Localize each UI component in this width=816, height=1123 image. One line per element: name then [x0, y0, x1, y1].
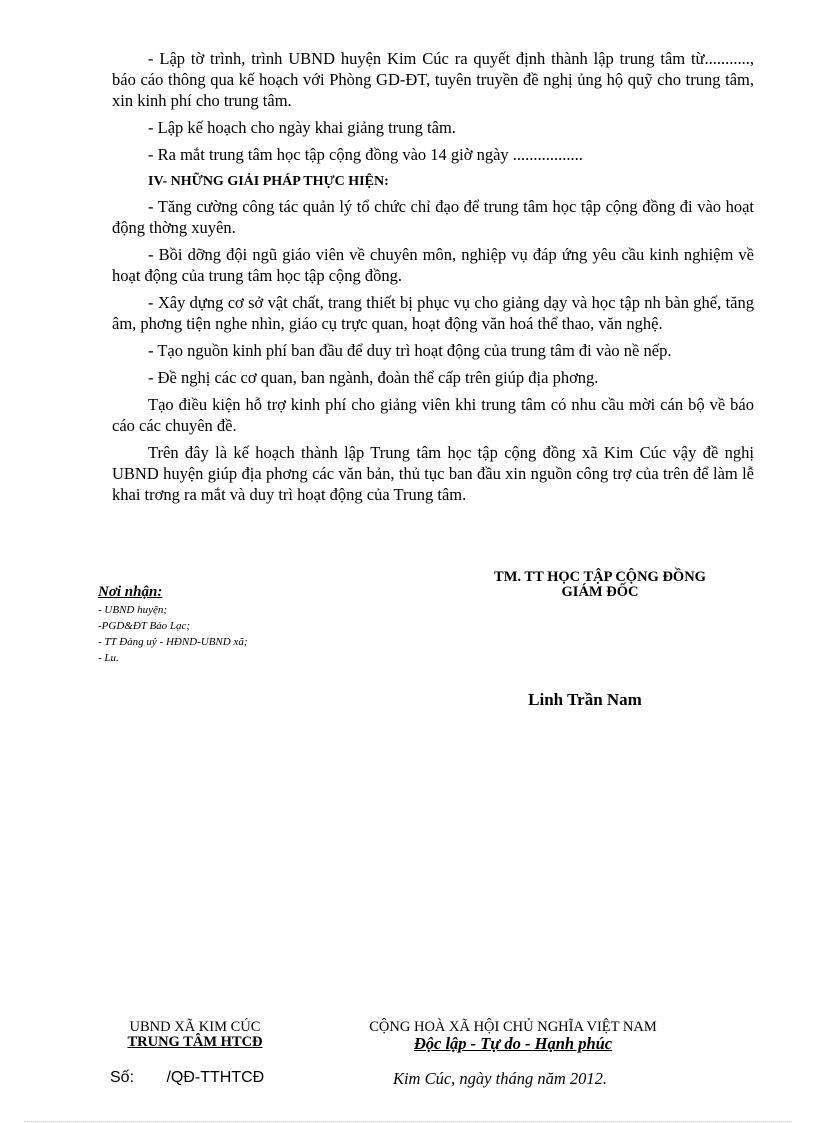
document-number	[110, 1069, 264, 1087]
document-body	[112, 48, 754, 511]
document-number-label: Số:	[110, 1069, 135, 1086]
paragraph-conclusion: Trên đây là kế hoạch thành lập Trung tâm học tập cộng đồng xã Kim Cúc vậy đề nghị UBND huyện giúp địa phơng các văn bản, thủ tục ban đầu xin nguồn công trợ của trên để làm lễ khai trơng ra mắt và duy trì hoạt động của Trung tâm.	[112, 443, 754, 504]
page-bottom-divider	[24, 1121, 792, 1122]
signature-block	[460, 570, 740, 600]
signature-title: TM. TT HỌC TẬP CỘNG ĐỒNG	[494, 569, 706, 585]
recipient-item: - UBND huyện;	[98, 604, 168, 616]
authority-name: UBND XÃ KIM CÚC	[129, 1019, 261, 1035]
paragraph-launch-time: - Ra mắt trung tâm học tập cộng đồng vào 14 giờ ngày .................	[148, 145, 583, 164]
national-motto: Độc lập - Tự do - Hạnh phúc	[413, 1034, 613, 1053]
recipient-item: - TT Đảng uỷ - HĐND-UBND xã;	[98, 636, 248, 648]
recipients-list	[98, 602, 358, 666]
paragraph-submit-proposal: - Lập tờ trình, trình UBND huyện Kim Cúc ra quyết định thành lập trung tâm từ..........., báo cáo thông qua kế hoạch với Phòng GD-ĐT, tuyên truyền đề nghị ủng hộ quỹ cho trung tâm, xin kinh phí cho trung tâm.	[112, 49, 754, 110]
issuing-authority	[100, 1020, 290, 1050]
national-header	[330, 1020, 696, 1052]
paragraph-management: - Tăng cường công tác quản lý tổ chức chỉ đạo để trung tâm học tập cộng đồng đi vào hoạt động thờng xuyên.	[112, 197, 754, 237]
recipient-item: - Lu.	[98, 652, 119, 664]
document-number-value: /QĐ-TTHTCĐ	[166, 1069, 265, 1086]
section-heading-solutions: IV- NHỮNG GIẢI PHÁP THỰC HIỆN:	[148, 174, 389, 189]
paragraph-opening-plan: - Lập kế hoạch cho ngày khai giảng trung tâm.	[148, 118, 456, 137]
signer-name: Linh Trần Nam	[528, 690, 642, 709]
paragraph-request-support: - Đề nghị các cơ quan, ban ngành, đoàn thể cấp trên giúp địa phơng.	[148, 368, 599, 387]
place-and-date: Kim Cúc, ngày tháng năm 2012.	[392, 1069, 608, 1088]
country-name: CỘNG HOÀ XÃ HỘI CHỦ NGHĨA VIỆT NAM	[369, 1019, 657, 1035]
paragraph-facilities: - Xây dựng cơ sở vật chất, trang thiết bị phục vụ cho giảng dạy và học tập nh bàn ghế, tăng âm, phơng tiện nghe nhìn, giáo cụ trực quan, hoạt động văn hoá thể thao, văn nghệ.	[112, 293, 754, 333]
paragraph-funding: - Tạo nguồn kinh phí ban đầu để duy trì hoạt động của trung tâm đi vào nề nếp.	[148, 341, 672, 360]
recipients-block	[98, 584, 358, 666]
signature-position: GIÁM ĐỐC	[561, 584, 639, 600]
recipients-title: Nơi nhận:	[98, 584, 163, 600]
recipient-item: -PGD&ĐT Bảo Lạc;	[98, 620, 191, 632]
paragraph-lecturer-support: Tạo điều kiện hỗ trợ kinh phí cho giảng viên khi trung tâm có nhu cầu mời cán bộ về báo cáo các chuyên đề.	[112, 395, 754, 435]
paragraph-teacher-training: - Bồi dỡng đội ngũ giáo viên về chuyên môn, nghiệp vụ đáp ứng yêu cầu kinh nghiệm về hoạt động của trung tâm học tập cộng đồng.	[112, 245, 754, 285]
unit-name: TRUNG TÂM HTCĐ	[127, 1034, 263, 1050]
